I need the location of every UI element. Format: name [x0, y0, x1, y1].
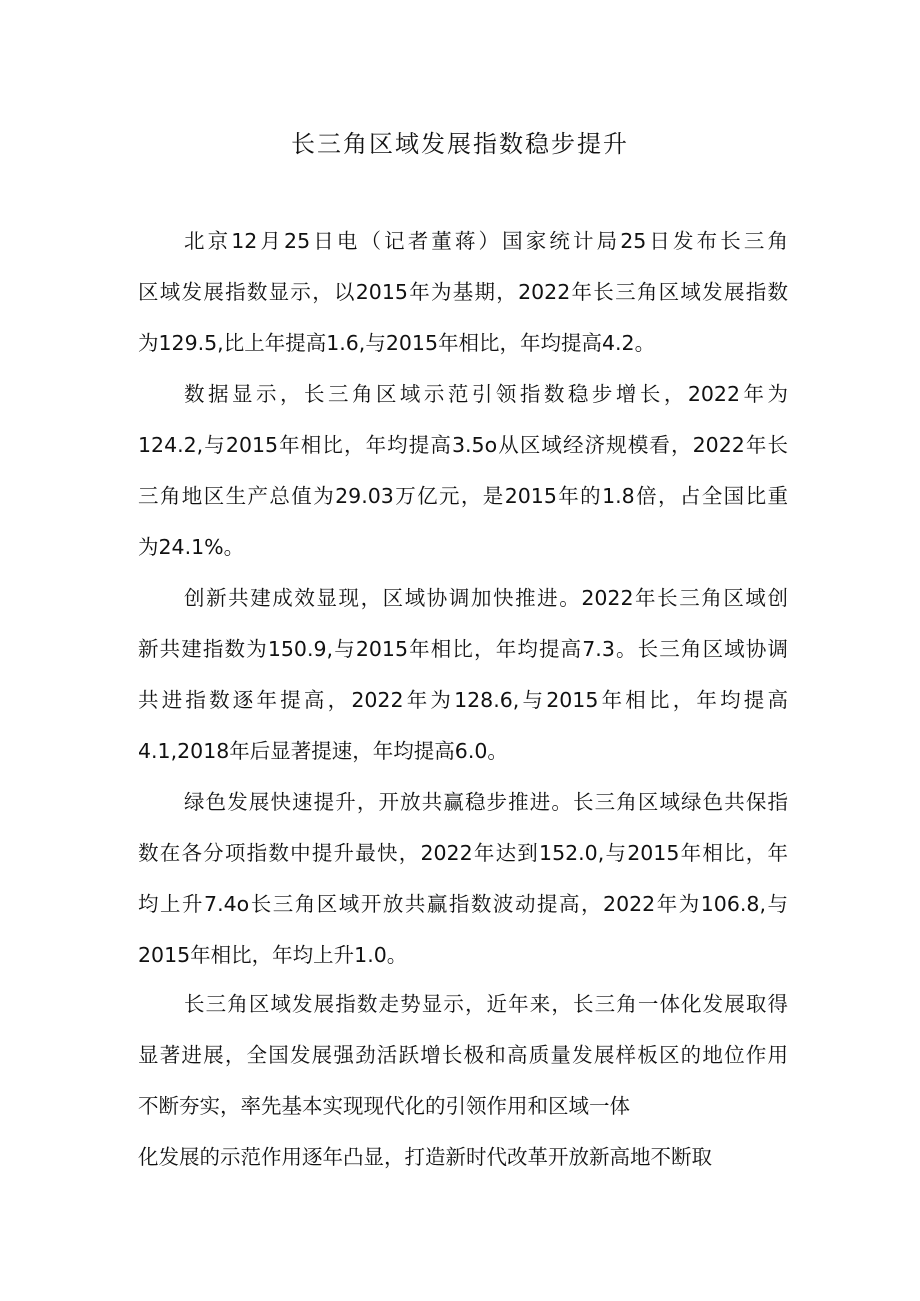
- paragraph-3: [138, 573, 788, 777]
- paragraph-line: 124.2,与2015年相比，年均提高3.5o从区域经济规模看，2022年长: [138, 433, 788, 457]
- paragraph-line: 数据显示，长三角区域示范引领指数稳步增长，2022年为: [184, 382, 788, 406]
- paragraph-4: [138, 777, 788, 981]
- paragraph-line: 数在各分项指数中提升最快，2022年达到152.0,与2015年相比，年: [138, 841, 788, 865]
- paragraph-line: 显著进展，全国发展强劲活跃增长极和高质量发展样板区的地位作用: [138, 1043, 788, 1067]
- paragraph-line: 长三角区域发展指数走势显示，近年来，长三角一体化发展取得: [184, 992, 788, 1016]
- paragraph-line: 共进指数逐年提高，2022年为128.6,与2015年相比，年均提高: [138, 688, 788, 712]
- paragraph-line: 北京12月25日电（记者董蒋）国家统计局25日发布长三角: [184, 229, 788, 253]
- paragraph-line: 4.1,2018年后显著提速，年均提高6.0。: [138, 739, 508, 763]
- paragraph-line: 不断夯实，率先基本实现现代化的引领作用和区域一体: [138, 1094, 630, 1118]
- paragraph-line: 均上升7.4o长三角区域开放共赢指数波动提高，2022年为106.8,与: [138, 892, 788, 916]
- paragraph-line: 为24.1%。: [138, 535, 245, 559]
- paragraph-line: 绿色发展快速提升，开放共赢稳步推进。长三角区域绿色共保指: [184, 790, 788, 814]
- paragraph-line: 化发展的示范作用逐年凸显，打造新时代改革开放新高地不断取: [138, 1145, 712, 1169]
- paragraph-line: 为129.5,比上年提高1.6,与2015年相比，年均提高4.2。: [138, 331, 656, 355]
- paragraph-line: 创新共建成效显现，区域协调加快推进。2022年长三角区域创: [184, 586, 788, 610]
- paragraph-line: 2015年相比，年均上升1.0。: [138, 943, 408, 967]
- paragraph-line: 三角地区生产总值为29.03万亿元，是2015年的1.8倍，占全国比重: [138, 484, 788, 508]
- paragraph-2: [138, 369, 788, 573]
- article-title: 长三角区域发展指数稳步提升: [291, 130, 629, 158]
- paragraph-5: [138, 979, 788, 1183]
- paragraph-line: 区域发展指数显示，以2015年为基期，2022年长三角区域发展指数: [138, 280, 788, 304]
- paragraph-1: [138, 216, 788, 369]
- paragraph-line: 新共建指数为150.9,与2015年相比，年均提高7.3。长三角区域协调: [138, 637, 788, 661]
